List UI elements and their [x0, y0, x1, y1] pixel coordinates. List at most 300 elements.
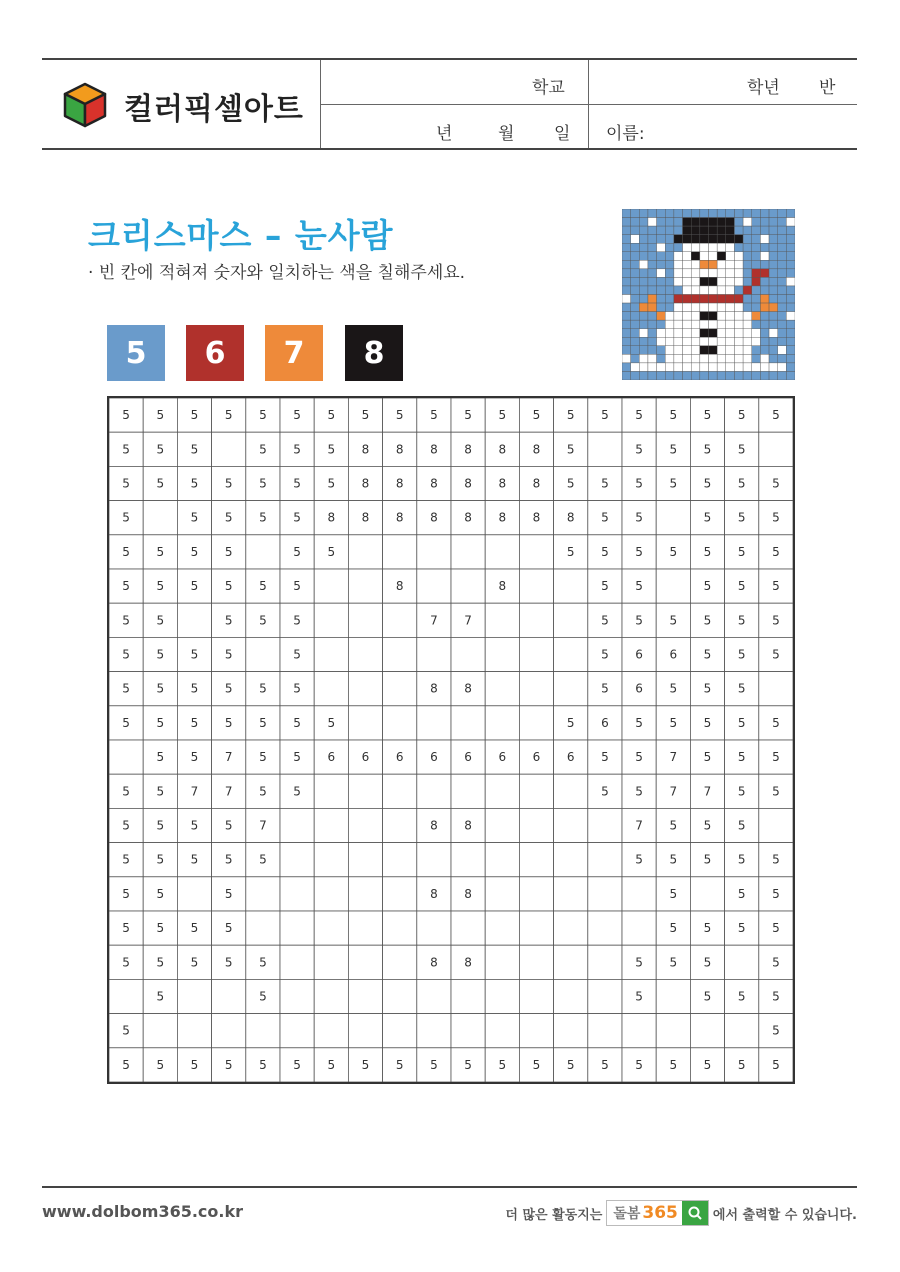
- cell-number: 5: [566, 544, 575, 559]
- grid-cell[interactable]: [348, 911, 382, 945]
- preview-pixel: [665, 226, 674, 235]
- grid-cell[interactable]: [554, 672, 588, 706]
- grid-cell[interactable]: [280, 1014, 314, 1048]
- grid-cell[interactable]: [109, 979, 143, 1013]
- preview-pixel: [691, 346, 700, 355]
- preview-pixel: [648, 226, 657, 235]
- cell-number: 6: [669, 647, 678, 662]
- grid-cell[interactable]: [143, 501, 177, 535]
- footer-note-prefix: 더 많은 활동지는: [505, 1207, 603, 1223]
- cell-number: 5: [635, 476, 643, 491]
- cell-number: 5: [703, 442, 712, 457]
- grid-cell[interactable]: [280, 808, 314, 842]
- grid-cell[interactable]: [177, 877, 211, 911]
- grid-cell[interactable]: [519, 945, 553, 979]
- grid-cell[interactable]: [383, 843, 417, 877]
- preview-pixel: [726, 371, 735, 380]
- grid-cell[interactable]: [451, 774, 485, 808]
- grid-cell[interactable]: [485, 603, 519, 637]
- grid-cell[interactable]: [485, 1014, 519, 1048]
- grid-cell[interactable]: [314, 911, 348, 945]
- grid-cell[interactable]: [519, 672, 553, 706]
- grid-cell[interactable]: [588, 843, 622, 877]
- grid-cell[interactable]: [759, 808, 793, 842]
- cell-number: 5: [430, 1057, 438, 1072]
- grid-cell[interactable]: [622, 911, 656, 945]
- grid-cell[interactable]: [383, 911, 417, 945]
- grid-cell[interactable]: [348, 808, 382, 842]
- grid-cell[interactable]: [348, 535, 382, 569]
- preview-pixel: [760, 371, 769, 380]
- preview-pixel: [760, 320, 769, 329]
- cell-number: 5: [566, 442, 575, 457]
- preview-pixel: [734, 218, 743, 227]
- grid-cell[interactable]: [177, 1014, 211, 1048]
- grid-cell[interactable]: [519, 843, 553, 877]
- grid-cell[interactable]: [588, 979, 622, 1013]
- preview-pixel: [709, 277, 718, 286]
- grid-cell[interactable]: [314, 808, 348, 842]
- preview-pixel: [709, 235, 718, 244]
- grid-cell[interactable]: [383, 1014, 417, 1048]
- cell-number: 5: [635, 852, 643, 867]
- preview-pixel: [674, 354, 683, 363]
- brand-search-box[interactable]: [606, 1200, 709, 1226]
- grid-cell[interactable]: [656, 501, 690, 535]
- preview-pixel: [674, 252, 683, 261]
- preview-pixel: [674, 303, 683, 312]
- grid-cell[interactable]: [246, 911, 280, 945]
- preview-pixel: [674, 295, 683, 304]
- grid-cell[interactable]: [280, 877, 314, 911]
- grid-cell[interactable]: [451, 979, 485, 1013]
- preview-pixel: [752, 218, 761, 227]
- grid-cell[interactable]: [280, 979, 314, 1013]
- cell-number: 8: [464, 818, 472, 833]
- name-label: 이름:: [606, 124, 645, 144]
- cell-number: 5: [156, 681, 165, 696]
- grid-cell[interactable]: [348, 877, 382, 911]
- preview-pixel: [691, 303, 700, 312]
- footer-note-suffix: 에서 출력할 수 있습니다.: [712, 1207, 857, 1223]
- legend-swatch-5: [107, 325, 165, 381]
- preview-pixel: [657, 363, 666, 372]
- preview-pixel: [709, 269, 718, 278]
- cell-number: 5: [601, 750, 609, 765]
- preview-pixel: [648, 252, 657, 261]
- grid-cell[interactable]: [656, 569, 690, 603]
- grid-cell[interactable]: [212, 1014, 246, 1048]
- grid-cell[interactable]: [348, 774, 382, 808]
- preview-pixel: [709, 252, 718, 261]
- preview-pixel: [691, 260, 700, 269]
- preview-pixel: [769, 320, 778, 329]
- grid-cell[interactable]: [314, 843, 348, 877]
- grid-cell[interactable]: [690, 1014, 724, 1048]
- preview-pixel: [674, 312, 683, 321]
- cell-number: 5: [635, 955, 643, 970]
- preview-pixel: [657, 371, 666, 380]
- grid-cell[interactable]: [519, 911, 553, 945]
- grid-cell[interactable]: [314, 945, 348, 979]
- grid-cell[interactable]: [177, 603, 211, 637]
- grid-cell[interactable]: [246, 535, 280, 569]
- grid-cell[interactable]: [588, 945, 622, 979]
- grid-cell[interactable]: [451, 843, 485, 877]
- grid-cell[interactable]: [485, 774, 519, 808]
- grid-cell[interactable]: [485, 843, 519, 877]
- preview-pixel: [752, 312, 761, 321]
- preview-pixel: [743, 243, 752, 252]
- cell-number: 5: [224, 715, 233, 730]
- preview-pixel: [657, 243, 666, 252]
- preview-pixel: [786, 243, 795, 252]
- preview-pixel: [717, 337, 726, 346]
- preview-pixel: [709, 312, 718, 321]
- cell-number: 5: [737, 681, 746, 696]
- cell-number: 8: [566, 510, 575, 525]
- preview-pixel: [760, 252, 769, 261]
- grid-cell[interactable]: [212, 979, 246, 1013]
- preview-pixel: [674, 329, 683, 338]
- preview-pixel: [778, 235, 787, 244]
- cell-number: 5: [224, 544, 233, 559]
- grid-cell[interactable]: [177, 979, 211, 1013]
- cell-number: 5: [737, 510, 746, 525]
- grid-cell[interactable]: [759, 672, 793, 706]
- grid-cell[interactable]: [519, 1014, 553, 1048]
- grid-cell[interactable]: [519, 808, 553, 842]
- grid-cell[interactable]: [383, 877, 417, 911]
- preview-pixel: [665, 252, 674, 261]
- grid-cell[interactable]: [554, 569, 588, 603]
- grid-cell[interactable]: [280, 911, 314, 945]
- cell-number: 5: [669, 681, 678, 696]
- grid-cell[interactable]: [417, 706, 451, 740]
- cell-number: 5: [122, 886, 130, 901]
- preview-pixel: [786, 337, 795, 346]
- grid-cell[interactable]: [383, 706, 417, 740]
- cell-number: 5: [327, 476, 336, 491]
- grid-cell[interactable]: [588, 808, 622, 842]
- preview-pixel: [726, 363, 735, 372]
- preview-pixel: [665, 218, 674, 227]
- grid-cell[interactable]: [383, 945, 417, 979]
- grid-cell[interactable]: [451, 535, 485, 569]
- grid-cell[interactable]: [383, 535, 417, 569]
- preview-pixel: [700, 286, 709, 295]
- grid-cell[interactable]: [314, 672, 348, 706]
- preview-pixel: [683, 346, 692, 355]
- grid-cell[interactable]: [519, 877, 553, 911]
- cell-number: 5: [669, 818, 678, 833]
- preview-pixel: [700, 218, 709, 227]
- grid-cell[interactable]: [246, 1014, 280, 1048]
- preview-pixel: [639, 235, 648, 244]
- preview-pixel: [726, 243, 735, 252]
- grid-cell[interactable]: [417, 843, 451, 877]
- cell-number: 5: [669, 544, 678, 559]
- grid-cell[interactable]: [485, 535, 519, 569]
- grid-cell[interactable]: [485, 808, 519, 842]
- grid-cell[interactable]: [588, 432, 622, 466]
- grid-cell[interactable]: [554, 808, 588, 842]
- cell-number: 5: [156, 408, 165, 423]
- grid-cell[interactable]: [212, 432, 246, 466]
- grid-cell[interactable]: [246, 877, 280, 911]
- preview-pixel: [734, 295, 743, 304]
- grid-cell[interactable]: [280, 945, 314, 979]
- grid-cell[interactable]: [485, 979, 519, 1013]
- preview-pixel: [769, 260, 778, 269]
- preview-pixel: [700, 269, 709, 278]
- cell-number: 5: [772, 715, 780, 730]
- grid-cell[interactable]: [417, 774, 451, 808]
- grid-cell[interactable]: [588, 877, 622, 911]
- cell-number: 5: [122, 1023, 130, 1038]
- preview-pixel: [674, 277, 683, 286]
- legend-number: 7: [283, 335, 305, 371]
- cell-number: 5: [122, 715, 130, 730]
- grid-cell[interactable]: [348, 945, 382, 979]
- grid-cell[interactable]: [383, 603, 417, 637]
- preview-pixel: [743, 371, 752, 380]
- preview-pixel: [691, 252, 700, 261]
- grid-cell[interactable]: [485, 945, 519, 979]
- preview-pixel: [786, 320, 795, 329]
- cell-number: 5: [703, 476, 712, 491]
- grid-cell[interactable]: [451, 637, 485, 671]
- preview-pixel: [769, 363, 778, 372]
- preview-pixel: [639, 329, 648, 338]
- preview-pixel: [752, 371, 761, 380]
- preview-pixel: [639, 303, 648, 312]
- grid-cell[interactable]: [554, 1014, 588, 1048]
- preview-pixel: [778, 277, 787, 286]
- preview-pixel: [709, 371, 718, 380]
- preview-pixel: [786, 363, 795, 372]
- cell-number: 8: [361, 442, 370, 457]
- grid-cell[interactable]: [554, 603, 588, 637]
- grid-cell[interactable]: [759, 432, 793, 466]
- cell-number: 5: [601, 613, 609, 628]
- grid-cell[interactable]: [417, 1014, 451, 1048]
- grid-cell[interactable]: [554, 843, 588, 877]
- cell-number: 5: [737, 1057, 746, 1072]
- grid-cell[interactable]: [485, 911, 519, 945]
- cell-number: 5: [122, 681, 130, 696]
- preview-pixel: [734, 312, 743, 321]
- preview-pixel: [665, 371, 674, 380]
- cell-number: 5: [703, 681, 712, 696]
- preview-pixel: [648, 295, 657, 304]
- preview-pixel: [700, 226, 709, 235]
- preview-pixel: [717, 218, 726, 227]
- cell-number: 8: [395, 476, 404, 491]
- grid-cell[interactable]: [348, 979, 382, 1013]
- cell-number: 5: [772, 989, 780, 1004]
- cell-number: 8: [464, 442, 472, 457]
- grid-cell[interactable]: [246, 637, 280, 671]
- preview-pixel: [683, 260, 692, 269]
- grid-cell[interactable]: [554, 979, 588, 1013]
- grid-cell[interactable]: [656, 1014, 690, 1048]
- grid-cell[interactable]: [622, 877, 656, 911]
- preview-pixel: [717, 371, 726, 380]
- grid-cell[interactable]: [622, 1014, 656, 1048]
- grid-cell[interactable]: [519, 774, 553, 808]
- grid-cell[interactable]: [314, 603, 348, 637]
- grid-cell[interactable]: [417, 979, 451, 1013]
- cell-number: 5: [327, 408, 336, 423]
- number-grid: [107, 396, 795, 1084]
- grid-cell[interactable]: [314, 774, 348, 808]
- preview-pixel: [657, 226, 666, 235]
- day-label: 일: [554, 124, 571, 144]
- grid-cell[interactable]: [451, 706, 485, 740]
- grid-cell[interactable]: [314, 1014, 348, 1048]
- grid-cell[interactable]: [485, 706, 519, 740]
- grid-cell[interactable]: [554, 774, 588, 808]
- preview-pixel: [683, 303, 692, 312]
- grid-cell[interactable]: [314, 979, 348, 1013]
- cell-number: 5: [703, 1057, 712, 1072]
- cell-number: 5: [669, 852, 678, 867]
- grid-cell[interactable]: [519, 603, 553, 637]
- cell-number: 5: [293, 476, 301, 491]
- grid-cell[interactable]: [485, 637, 519, 671]
- grid-cell[interactable]: [417, 911, 451, 945]
- grid-cell[interactable]: [280, 843, 314, 877]
- grid-cell[interactable]: [554, 945, 588, 979]
- grid-cell[interactable]: [314, 569, 348, 603]
- grid-cell[interactable]: [485, 877, 519, 911]
- cell-number: 5: [224, 955, 233, 970]
- grid-cell[interactable]: [725, 1014, 759, 1048]
- preview-pixel: [657, 209, 666, 218]
- grid-cell[interactable]: [725, 945, 759, 979]
- grid-cell[interactable]: [690, 877, 724, 911]
- preview-pixel: [639, 252, 648, 261]
- preview-pixel: [639, 277, 648, 286]
- grid-cell[interactable]: [417, 535, 451, 569]
- grid-cell[interactable]: [348, 1014, 382, 1048]
- preview-pixel: [760, 295, 769, 304]
- grid-cell[interactable]: [554, 637, 588, 671]
- cell-number: 8: [430, 681, 438, 696]
- grid-cell[interactable]: [383, 672, 417, 706]
- cell-number: 5: [224, 886, 233, 901]
- grid-cell[interactable]: [383, 637, 417, 671]
- preview-pixel: [717, 209, 726, 218]
- grid-cell[interactable]: [554, 911, 588, 945]
- grid-cell[interactable]: [348, 569, 382, 603]
- grid-cell[interactable]: [109, 740, 143, 774]
- year-label: 년: [436, 124, 453, 144]
- cell-number: 5: [224, 818, 233, 833]
- grid-cell[interactable]: [348, 706, 382, 740]
- cell-number: 5: [635, 989, 643, 1004]
- cell-number: 5: [156, 921, 165, 936]
- grid-cell[interactable]: [348, 637, 382, 671]
- grid-cell[interactable]: [656, 979, 690, 1013]
- grid-cell[interactable]: [348, 843, 382, 877]
- cell-number: 5: [156, 784, 165, 799]
- preview-pixel: [778, 269, 787, 278]
- grid-cell[interactable]: [314, 637, 348, 671]
- grid-cell[interactable]: [519, 706, 553, 740]
- preview-pixel: [648, 329, 657, 338]
- grid-cell[interactable]: [383, 774, 417, 808]
- grid-cell[interactable]: [485, 672, 519, 706]
- grid-cell[interactable]: [143, 1014, 177, 1048]
- cell-number: 5: [259, 442, 267, 457]
- preview-pixel: [760, 226, 769, 235]
- grid-cell[interactable]: [348, 603, 382, 637]
- preview-pixel: [717, 260, 726, 269]
- grid-cell[interactable]: [451, 911, 485, 945]
- cell-number: 5: [293, 442, 301, 457]
- cell-number: 8: [464, 955, 472, 970]
- preview-pixel: [743, 226, 752, 235]
- grid-cell[interactable]: [451, 569, 485, 603]
- preview-pixel: [726, 346, 735, 355]
- preview-pixel: [717, 277, 726, 286]
- preview-pixel: [734, 252, 743, 261]
- cell-number: 5: [635, 510, 643, 525]
- cell-number: 5: [156, 476, 165, 491]
- grid-cell[interactable]: [314, 877, 348, 911]
- grid-cell[interactable]: [554, 877, 588, 911]
- cell-number: 5: [703, 544, 712, 559]
- grid-cell[interactable]: [417, 637, 451, 671]
- cell-number: 5: [737, 579, 746, 594]
- preview-pixel: [778, 243, 787, 252]
- cell-number: 5: [224, 1057, 233, 1072]
- preview-pixel: [665, 354, 674, 363]
- grid-cell[interactable]: [451, 1014, 485, 1048]
- grid-cell[interactable]: [417, 569, 451, 603]
- search-icon[interactable]: [682, 1201, 708, 1225]
- grid-cell[interactable]: [588, 911, 622, 945]
- preview-pixel: [700, 354, 709, 363]
- grid-cell[interactable]: [348, 672, 382, 706]
- cell-number: 5: [259, 955, 267, 970]
- grid-cell[interactable]: [519, 535, 553, 569]
- cell-number: 5: [224, 647, 233, 662]
- website-link[interactable]: www.dolbom365.co.kr: [42, 1202, 244, 1221]
- cell-number: 5: [327, 442, 336, 457]
- preview-pixel: [786, 277, 795, 286]
- grid-cell[interactable]: [519, 637, 553, 671]
- grid-cell[interactable]: [383, 979, 417, 1013]
- grid-cell[interactable]: [383, 808, 417, 842]
- grid-cell[interactable]: [519, 569, 553, 603]
- preview-pixel: [674, 218, 683, 227]
- footer-divider: [42, 1186, 857, 1188]
- preview-pixel: [691, 243, 700, 252]
- grid-cell[interactable]: [519, 979, 553, 1013]
- preview-pixel: [709, 260, 718, 269]
- preview-pixel: [717, 226, 726, 235]
- grid-cell[interactable]: [588, 1014, 622, 1048]
- preview-pixel: [743, 269, 752, 278]
- cell-number: 5: [156, 1057, 165, 1072]
- preview-pixel: [691, 277, 700, 286]
- preview-pixel: [622, 354, 631, 363]
- preview-pixel: [769, 312, 778, 321]
- preview-pixel: [743, 354, 752, 363]
